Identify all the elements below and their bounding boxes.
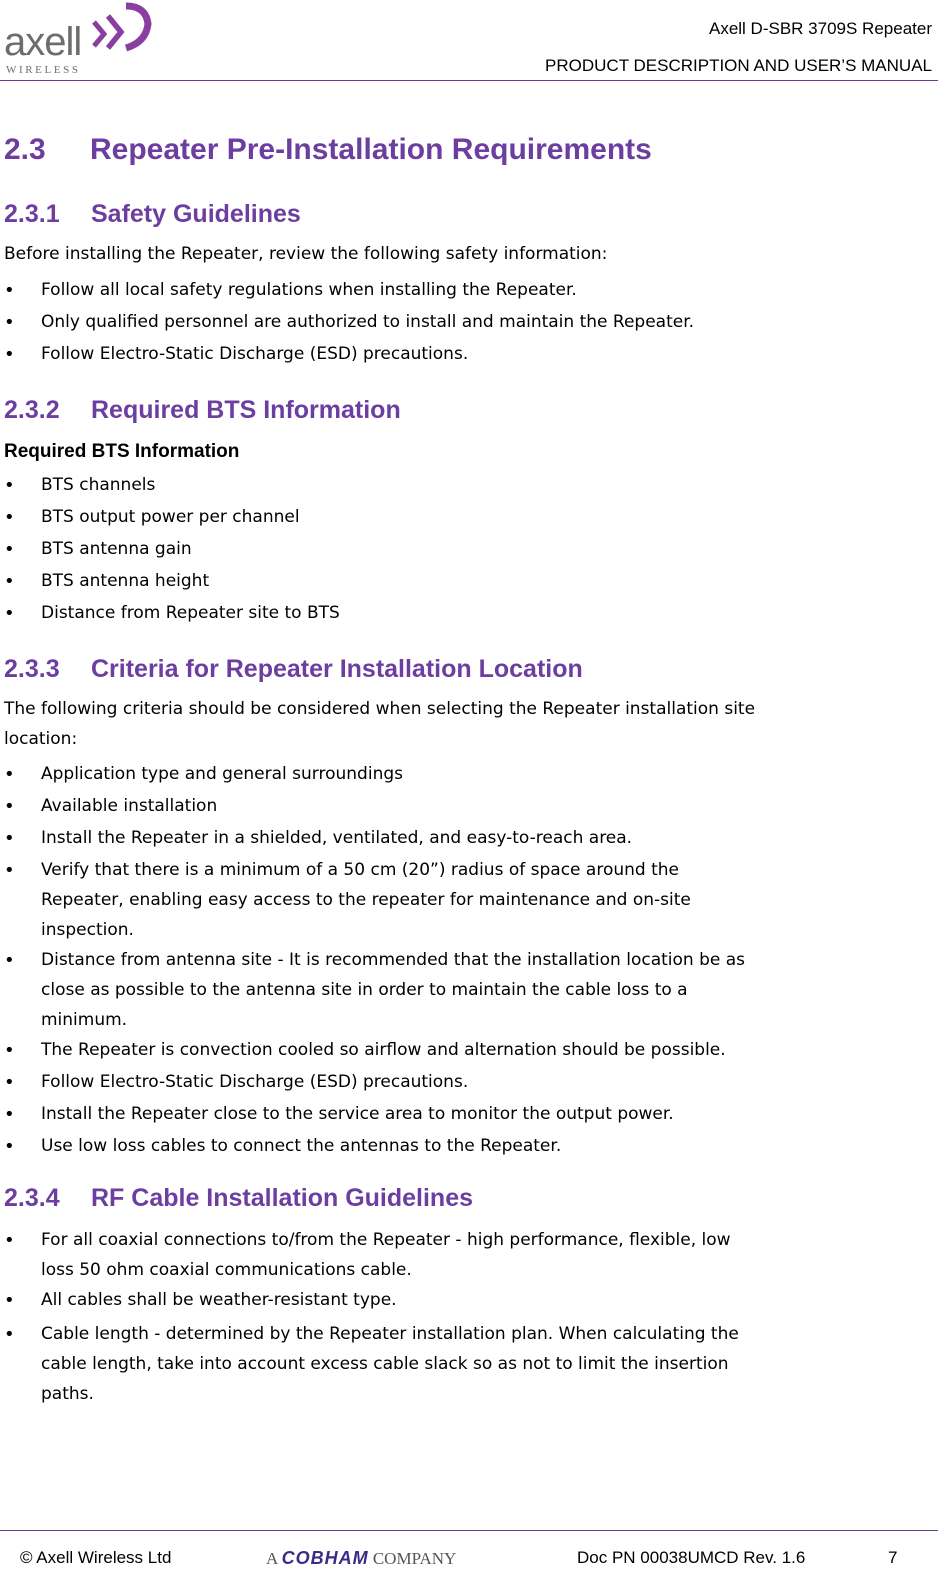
bullet-icon: • bbox=[4, 1324, 15, 1345]
list-item-text: inspection. bbox=[41, 920, 134, 940]
list-item-text: Use low loss cables to connect the antennas to the Repeater. bbox=[41, 1136, 562, 1156]
header-product-title: Axell D-SBR 3709S Repeater bbox=[708, 19, 932, 38]
section-heading bbox=[4, 133, 652, 167]
subsection-number: 2.3.4 bbox=[4, 1184, 60, 1212]
list-item-text: Distance from antenna site - It is recommended that the installation location be as bbox=[41, 950, 746, 970]
list-item-text: Available installation bbox=[41, 796, 218, 816]
axell-logo bbox=[4, 2, 154, 78]
subsection-title: Safety Guidelines bbox=[91, 200, 301, 228]
list-item-text: paths. bbox=[41, 1384, 94, 1404]
bullet-icon: • bbox=[4, 1072, 15, 1093]
header-manual-title: PRODUCT DESCRIPTION AND USER’S MANUAL bbox=[545, 56, 932, 75]
bullet-icon: • bbox=[4, 280, 15, 301]
list-item-text: BTS channels bbox=[41, 475, 156, 495]
subsection-heading-bts bbox=[4, 396, 401, 425]
list-item-text: minimum. bbox=[41, 1010, 128, 1030]
bullet-icon: • bbox=[4, 344, 15, 365]
cobham-a: A bbox=[266, 1549, 278, 1568]
list-item-text: loss 50 ohm coaxial communications cable. bbox=[41, 1260, 412, 1280]
list-item-text: Install the Repeater close to the service area to monitor the output power. bbox=[41, 1104, 674, 1124]
bullet-icon: • bbox=[4, 603, 15, 624]
paragraph-criteria-intro: The following criteria should be considered when selecting the Repeater installation site bbox=[4, 699, 756, 719]
subsection-number: 2.3.1 bbox=[4, 200, 60, 228]
bullet-icon: • bbox=[4, 764, 15, 785]
list-item-text: Install the Repeater in a shielded, ventilated, and easy-to-reach area. bbox=[41, 828, 633, 848]
cobham-name: COBHAM bbox=[281, 1548, 369, 1568]
bullet-icon: • bbox=[4, 860, 15, 881]
bullet-icon: • bbox=[4, 796, 15, 817]
list-item-text: Follow all local safety regulations when installing the Repeater. bbox=[41, 280, 577, 300]
subsection-heading-criteria bbox=[4, 655, 583, 684]
footer-page-number: 7 bbox=[888, 1548, 898, 1567]
bullet-icon: • bbox=[4, 507, 15, 528]
bullet-icon: • bbox=[4, 950, 15, 971]
logo-chevrons-icon bbox=[88, 2, 154, 54]
bullet-icon: • bbox=[4, 475, 15, 496]
bullet-icon: • bbox=[4, 539, 15, 560]
list-item-text: Distance from Repeater site to BTS bbox=[41, 603, 340, 623]
cobham-company: COMPANY bbox=[372, 1549, 457, 1568]
header-rule bbox=[0, 80, 938, 81]
section-number: 2.3 bbox=[4, 133, 46, 166]
list-item-text: Follow Electro-Static Discharge (ESD) precautions. bbox=[41, 344, 469, 364]
list-item-text: Application type and general surroundings bbox=[41, 764, 403, 784]
list-item-text: BTS antenna height bbox=[41, 571, 210, 591]
section-title: Repeater Pre-Installation Requirements bbox=[90, 133, 652, 166]
bullet-icon: • bbox=[4, 1040, 15, 1061]
bullet-icon: • bbox=[4, 828, 15, 849]
bts-info-label: Required BTS Information bbox=[4, 441, 240, 462]
footer-doc-number: Doc PN 00038UMCD Rev. 1.6 bbox=[577, 1548, 806, 1567]
bullet-icon: • bbox=[4, 571, 15, 592]
list-item-text: Follow Electro-Static Discharge (ESD) precautions. bbox=[41, 1072, 469, 1092]
list-item-text: All cables shall be weather-resistant type. bbox=[41, 1290, 397, 1310]
subsection-title: Criteria for Repeater Installation Location bbox=[91, 655, 583, 683]
list-item-text: For all coaxial connections to/from the Repeater - high performance, flexible, low bbox=[41, 1230, 731, 1250]
bullet-icon: • bbox=[4, 1136, 15, 1157]
subsection-title: Required BTS Information bbox=[91, 396, 401, 424]
list-item-text: The Repeater is convection cooled so airflow and alternation should be possible. bbox=[41, 1040, 726, 1060]
bullet-icon: • bbox=[4, 1104, 15, 1125]
logo-subtitle: WIRELESS bbox=[6, 64, 81, 76]
list-item-text: close as possible to the antenna site in order to maintain the cable loss to a bbox=[41, 980, 688, 1000]
paragraph-criteria-intro-cont: location: bbox=[4, 729, 78, 749]
bullet-icon: • bbox=[4, 312, 15, 333]
list-item-text: Cable length - determined by the Repeater installation plan. When calculating the bbox=[41, 1324, 739, 1344]
list-item-text: Verify that there is a minimum of a 50 cm (20”) radius of space around the bbox=[41, 860, 679, 880]
subsection-heading-safety bbox=[4, 200, 301, 229]
list-item-text: BTS antenna gain bbox=[41, 539, 192, 559]
list-item-text: cable length, take into account excess cable slack so as not to limit the insertion bbox=[41, 1354, 729, 1374]
bullet-icon: • bbox=[4, 1290, 15, 1311]
subsection-heading-rf-cable bbox=[4, 1184, 473, 1213]
list-item-text: BTS output power per channel bbox=[41, 507, 300, 527]
subsection-number: 2.3.2 bbox=[4, 396, 60, 424]
subsection-number: 2.3.3 bbox=[4, 655, 60, 683]
footer-rule bbox=[0, 1530, 938, 1531]
footer-copyright: © Axell Wireless Ltd bbox=[20, 1548, 172, 1567]
list-item-text: Only qualified personnel are authorized to install and maintain the Repeater. bbox=[41, 312, 695, 332]
subsection-title: RF Cable Installation Guidelines bbox=[91, 1184, 474, 1212]
paragraph-safety-intro: Before installing the Repeater, review the following safety information: bbox=[4, 244, 608, 264]
list-item-text: Repeater, enabling easy access to the repeater for maintenance and on-site bbox=[41, 890, 691, 910]
logo-wordmark: axell bbox=[4, 20, 82, 64]
bullet-icon: • bbox=[4, 1230, 15, 1251]
